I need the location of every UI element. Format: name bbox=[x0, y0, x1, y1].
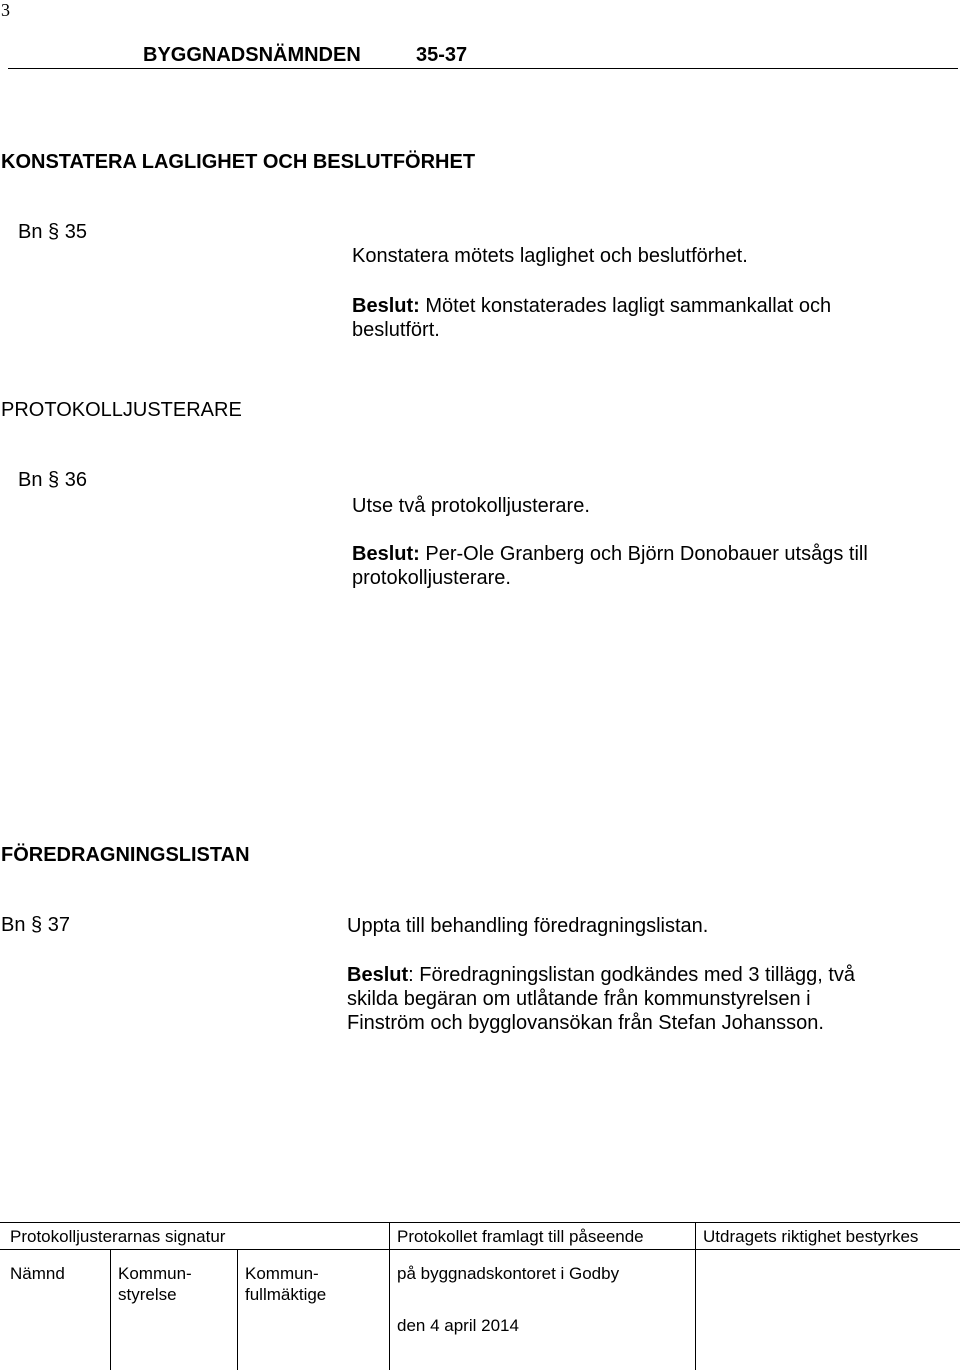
section-text: Uppta till behandling föredragningslistan. bbox=[347, 915, 709, 937]
section-decision bbox=[352, 294, 892, 342]
signature-kommunfullmaktige: Kommun- fullmäktige bbox=[245, 1264, 327, 1304]
table-divider bbox=[695, 1222, 696, 1370]
paragraph-prefix: Bn bbox=[1, 914, 26, 936]
section-decision bbox=[352, 542, 932, 590]
section-decision bbox=[347, 963, 887, 1035]
decision-text: Per-Ole Granberg och Björn Donobauer utsågs till protokolljusterare. bbox=[352, 543, 868, 589]
table-border-mid bbox=[0, 1249, 960, 1250]
table-border-top bbox=[0, 1222, 960, 1223]
section-heading: PROTOKOLLJUSTERARE bbox=[1, 399, 242, 421]
paragraph-label bbox=[18, 221, 87, 244]
header-title: BYGGNADSNÄMNDEN bbox=[143, 44, 361, 66]
header-rule bbox=[8, 68, 958, 69]
paragraph-number: 35 bbox=[64, 221, 87, 243]
section-symbol-icon: § bbox=[48, 221, 60, 243]
section-symbol-icon: § bbox=[48, 469, 60, 491]
section-text: Utse två protokolljusterare. bbox=[352, 495, 590, 517]
paragraph-prefix: Bn bbox=[18, 469, 43, 491]
decision-label: Beslut: bbox=[352, 543, 420, 565]
page-number: 3 bbox=[1, 0, 10, 20]
section-text: Konstatera mötets laglighet och beslutförhet. bbox=[352, 245, 748, 267]
col-header-certified: Utdragets riktighet bestyrkes bbox=[703, 1227, 919, 1246]
section-symbol-icon: § bbox=[31, 914, 43, 936]
decision-label: Beslut: bbox=[352, 295, 420, 317]
section-heading: KONSTATERA LAGLIGHET OCH BESLUTFÖRHET bbox=[1, 151, 476, 173]
signature-namnd: Nämnd bbox=[10, 1264, 65, 1283]
footer-signature-table bbox=[0, 1222, 960, 1370]
col-header-signature: Protokolljusterarnas signatur bbox=[10, 1227, 226, 1246]
decision-label: Beslut bbox=[347, 964, 409, 986]
decision-text: Mötet konstaterades lagligt sammankallat och beslutfört. bbox=[352, 295, 832, 341]
col-header-display: Protokollet framlagt till påseende bbox=[397, 1227, 644, 1246]
signature-kommunstyrelse: Kommun- styrelse bbox=[118, 1264, 192, 1304]
display-date: den 4 april 2014 bbox=[397, 1316, 519, 1335]
table-divider bbox=[237, 1249, 238, 1370]
decision-text: : Föredragningslistan godkändes med 3 tillägg, två skilda begäran om utlåtande från kommunstyrelsen i Finström och bygglovansökan från Stefan Johansson. bbox=[347, 964, 856, 1034]
section-heading: FÖREDRAGNINGSLISTAN bbox=[1, 844, 250, 866]
paragraph-label bbox=[1, 914, 70, 937]
paragraph-number: 36 bbox=[64, 469, 87, 491]
table-divider bbox=[389, 1222, 390, 1370]
display-place: på byggnadskontoret i Godby bbox=[397, 1264, 620, 1283]
paragraph-prefix: Bn bbox=[18, 221, 43, 243]
paragraph-number: 37 bbox=[47, 914, 70, 936]
table-divider bbox=[110, 1249, 111, 1370]
paragraph-label bbox=[18, 469, 87, 492]
header-range: 35-37 bbox=[416, 44, 468, 66]
